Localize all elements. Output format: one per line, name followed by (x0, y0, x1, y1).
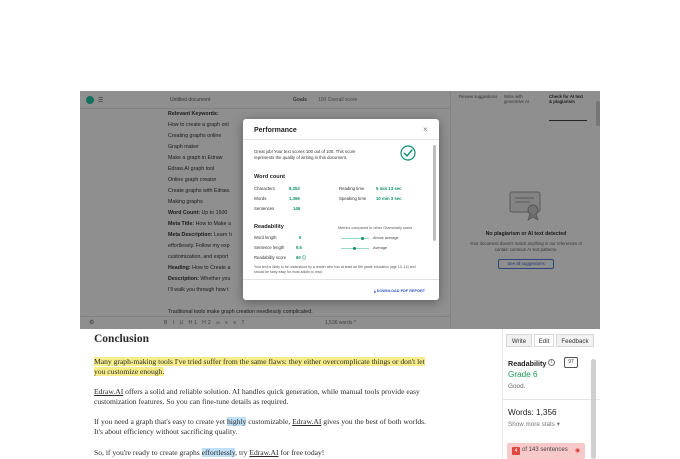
close-icon[interactable]: × (423, 125, 428, 134)
document-line-text: customization, and export (168, 254, 229, 260)
word-length-value: 5 (299, 235, 302, 240)
menu-icon[interactable]: ☰ (98, 98, 104, 104)
check-circle-icon (400, 145, 416, 161)
document-line-text: Learn h (212, 232, 232, 238)
divider (503, 399, 600, 400)
word-count-toggle[interactable]: 1,536 words ^ (325, 320, 356, 326)
reading-time-label: Reading time (339, 186, 365, 191)
overall-score[interactable]: 100 Overall score (318, 97, 358, 103)
tab-edit[interactable]: Edit (534, 334, 554, 347)
sentence-length-marker (353, 247, 356, 250)
word-count-title: Word count (254, 174, 285, 180)
paragraph[interactable] (94, 357, 430, 377)
modal-scrollbar[interactable] (433, 145, 436, 241)
settings-icon[interactable]: ⚙ (89, 320, 95, 326)
score-summary: Great job! Your text scores 100 out of 100. This score represents the quality of writing in this document. (254, 149, 356, 160)
document-line-text: Online graph creator (168, 177, 217, 183)
document-line-bold: Relevant Keywords: (168, 111, 219, 117)
no-plagiarism-title: No plagiarism or AI text detected (485, 231, 567, 237)
paragraph[interactable]: So, if you're ready to create graphs effortlessly, try Edraw.AI for free today! (94, 448, 325, 457)
document-line-bold: Word Count: (168, 210, 200, 216)
article-screenshot (80, 329, 600, 459)
document-line-text: I'll walk you through how t (168, 287, 229, 293)
divider (243, 279, 439, 280)
document-line-text: How to Create a (190, 265, 231, 271)
words-label: Words (254, 196, 267, 201)
assistant-scrollbar[interactable] (591, 359, 596, 459)
comparison-note: Metrics compared to other Grammarly users (338, 226, 413, 230)
document-title[interactable]: Untitled document (170, 97, 211, 103)
conclusion-heading: Conclusion (94, 333, 149, 345)
word-count: Words: 1,356 (508, 408, 557, 417)
info-icon[interactable]: i (548, 359, 555, 366)
tab-check-plagiarism[interactable]: Check for AI text & plagiarism (549, 94, 587, 121)
reading-time-value: 5 min 13 sec (376, 186, 402, 191)
performance-title: Performance (254, 127, 297, 134)
no-plagiarism-description: Your document doesn't match anything in our references or contain common AI text patterns. (469, 241, 583, 252)
sentence-length-tag: Average (373, 246, 388, 250)
characters-value: 8,253 (289, 186, 300, 191)
edraw-link[interactable]: Edraw.AI (249, 448, 279, 457)
word-length-marker (361, 237, 364, 240)
document-line-text: Graph maker (168, 144, 199, 150)
readability-score-badge: 97 (564, 357, 578, 368)
readability-score-label: Readability score (254, 255, 287, 260)
tab-write-generative-ai[interactable]: Write with generative AI (504, 94, 530, 105)
edraw-link[interactable]: Edraw.AI (94, 387, 124, 396)
grade-level: Grade 6 (508, 370, 538, 379)
sentence-count-badge: 4 (512, 447, 520, 455)
document-line-text: How to Make a (194, 221, 231, 227)
document-line-text: effortlessly. Follow my exp (168, 243, 230, 249)
tab-feedback[interactable]: Feedback (556, 334, 594, 347)
speaking-time-label: Speaking time (339, 196, 367, 201)
goals-button[interactable]: Goals (293, 97, 307, 103)
document-line-text: How to create a graph onl (168, 122, 229, 128)
tab-write[interactable]: Write (506, 334, 532, 347)
characters-label: Characters (254, 186, 276, 191)
document-line-bold: Description: (168, 276, 199, 282)
document-line-text: Edraw.AI graph tool (168, 166, 215, 172)
document-line-bold: Meta Title: (168, 221, 195, 227)
highlighted-sentence[interactable]: Many graph-making tools I've tried suffer from the same flaws: they either overcomplicate things or don't let you customize enough. (94, 357, 425, 377)
performance-modal (243, 119, 439, 300)
see-all-suggestions-button[interactable]: See all suggestions (498, 259, 554, 269)
format-toolbar[interactable]: B I U H1 H2 ∞ ≡ ≡ T (164, 320, 247, 326)
readability-footnote: Your text is likely to be understood by a reader who has at least an 8th grade education (age 13–14) and should be fairly easy for most adults to read. (254, 265, 416, 274)
highlighted-word[interactable]: highly (226, 417, 247, 426)
words-value: 1,356 (289, 196, 300, 201)
eye-icon[interactable]: ◉ (575, 448, 581, 454)
divider (243, 139, 439, 140)
paragraph[interactable]: Edraw.AI offers a solid and reliable solution. AI handles quick generation, while manual tools provide easy customization features. So you can fine-tune details as required. (94, 387, 420, 407)
highlighted-word[interactable]: effortlessly (201, 448, 236, 457)
editor-screenshot (80, 91, 600, 329)
readability-score-value: 60 ⓘ (296, 255, 307, 260)
paragraph[interactable]: If you need a graph that's easy to create yet highly customizable, Edraw.AI gives you the best of both worlds. It's about efficiency without sacrificing quality. (94, 417, 426, 437)
readability-title: Readability (254, 224, 284, 230)
tab-review-suggestions[interactable]: Review suggestions (459, 94, 498, 99)
show-more-stats-link[interactable]: Show more stats ▾ (508, 421, 560, 428)
download-pdf-report-link[interactable]: ⤓ DOWNLOAD PDF REPORT (374, 289, 426, 293)
document-line-text: Creating graphs online (168, 133, 222, 139)
document-line-text: Create graphs with Edraw. (168, 188, 231, 194)
word-length-tag: Above average (373, 236, 399, 240)
sentence-length-label: Sentence length (254, 245, 285, 250)
edraw-link[interactable]: Edraw.AI (292, 417, 322, 426)
assistant-panel (502, 329, 600, 459)
speaking-time-value: 10 min 3 sec (376, 196, 402, 201)
document-line-text: Traditional tools make graph creation needlessly complicated. (168, 309, 313, 315)
document-line-text: Making graphs (168, 199, 203, 205)
hard-sentences-indicator[interactable] (507, 443, 585, 459)
document-line-text: Up to 1500 (199, 210, 228, 216)
sentences-value: 146 (293, 206, 301, 211)
sentence-length-value: 9.6 (296, 245, 302, 250)
sentences-label: Sentences (254, 206, 275, 211)
document-line-text: Make a graph in Edraw (168, 155, 223, 161)
word-length-track (341, 238, 369, 239)
document-line-bold: Meta Description: (168, 232, 213, 238)
readability-verdict: Good. (508, 383, 526, 390)
readability-heading: Readability (508, 359, 547, 368)
word-length-label: Word length (254, 235, 277, 240)
sentences-text: of 143 sentences (522, 447, 568, 453)
document-line-bold: Heading: (168, 265, 191, 271)
document-line-text: Whether you (198, 276, 231, 282)
